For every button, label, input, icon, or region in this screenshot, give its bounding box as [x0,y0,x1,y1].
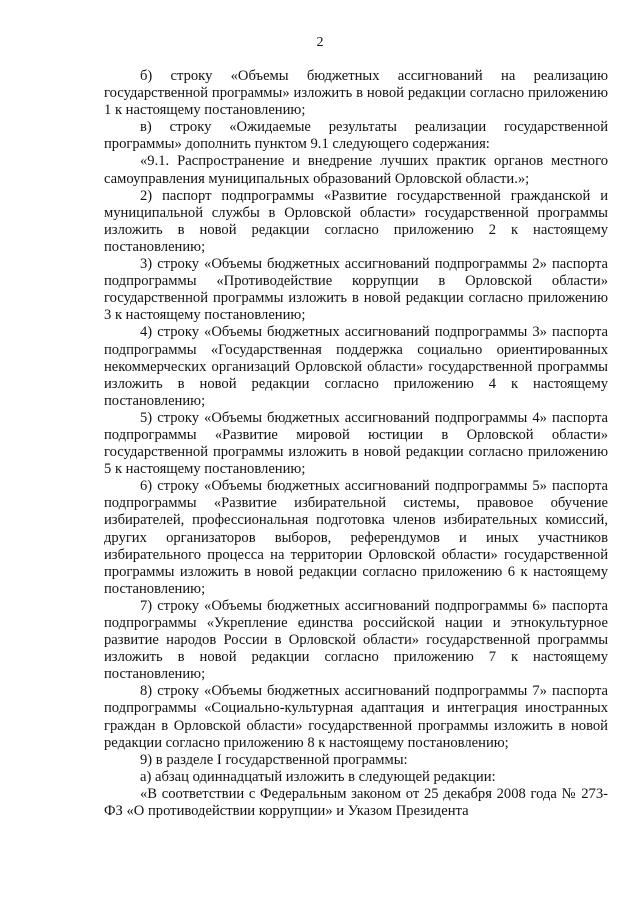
paragraph-9-1-quote: «9.1. Распространение и внедрение лучших практик органов местного самоуправления муниципальных образований Орловской области.»; [104,153,608,187]
document-body [104,68,608,820]
paragraph-3-subprogram-2: 3) строку «Объемы бюджетных ассигнований подпрограммы 2» паспорта подпрограммы «Противодействие коррупции в Орловской области» государственной программы изложить в новой редакции согласно приложению 3 к настоящему постановлению; [104,256,608,324]
paragraph-federal-law-quote: «В соответствии с Федеральным законом от 25 декабря 2008 года № 273-ФЗ «О противодействии коррупции» и Указом Президента [104,785,608,820]
paragraph-7-subprogram-6: 7) строку «Объемы бюджетных ассигнований подпрограммы 6» паспорта подпрограммы «Укрепление единства российской нации и этнокультурное развитие народов России в Орловской области» государственной программы изложить в новой редакции согласно приложению 7 к настоящему постановлению; [104,597,608,683]
paragraph-b-budget-row: б) строку «Объемы бюджетных ассигнований на реализацию государственной программы» изложить в новой редакции согласно приложению 1 к настоящему постановлению; [104,68,608,119]
paragraph-v-expected-results: в) строку «Ожидаемые результаты реализации государственной программы» дополнить пунктом 9.1 следующего содержания: [104,119,608,153]
paragraph-5-subprogram-4: 5) строку «Объемы бюджетных ассигнований подпрограммы 4» паспорта подпрограммы «Развитие мировой юстиции в Орловской области» государственной программы изложить в новой редакции согласно приложению 5 к настоящему постановлению; [104,409,608,478]
paragraph-4-subprogram-3: 4) строку «Объемы бюджетных ассигнований подпрограммы 3» паспорта подпрограммы «Государственная поддержка социально ориентированных некоммерческих организаций Орловской области» государственной программы изложить в новой редакции согласно приложению 4 к настоящему постановлению; [104,324,608,409]
paragraph-a-eleventh-abzac: а) абзац одиннадцатый изложить в следующей редакции: [140,768,496,785]
paragraph-6-subprogram-5: 6) строку «Объемы бюджетных ассигнований подпрограммы 5» паспорта подпрограммы «Развитие избирательной системы, правовое обучение избирателей, профессиональная подготовка членов избирательных комиссий, других организаторов выборов, референдумов и иных участников избирательного процесса на территории Орловской области» государственной программы изложить в новой редакции согласно приложению 6 к настоящему постановлению; [104,478,608,597]
paragraph-9-section-1: 9) в разделе I государственной программы: [140,751,408,768]
paragraph-8-subprogram-7: 8) строку «Объемы бюджетных ассигнований подпрограммы 7» паспорта подпрограммы «Социально-культурная адаптация и интеграция иностранных граждан в Орловской области» государственной программы изложить в новой редакции согласно приложению 8 к настоящему постановлению; [104,683,608,751]
page-number: 2 [316,35,324,50]
paragraph-2-passport: 2) паспорт подпрограммы «Развитие государственной гражданской и муниципальной службы в Орловской области» государственной программы изложить в новой редакции согласно приложению 2 к настоящему постановлению; [104,187,608,255]
